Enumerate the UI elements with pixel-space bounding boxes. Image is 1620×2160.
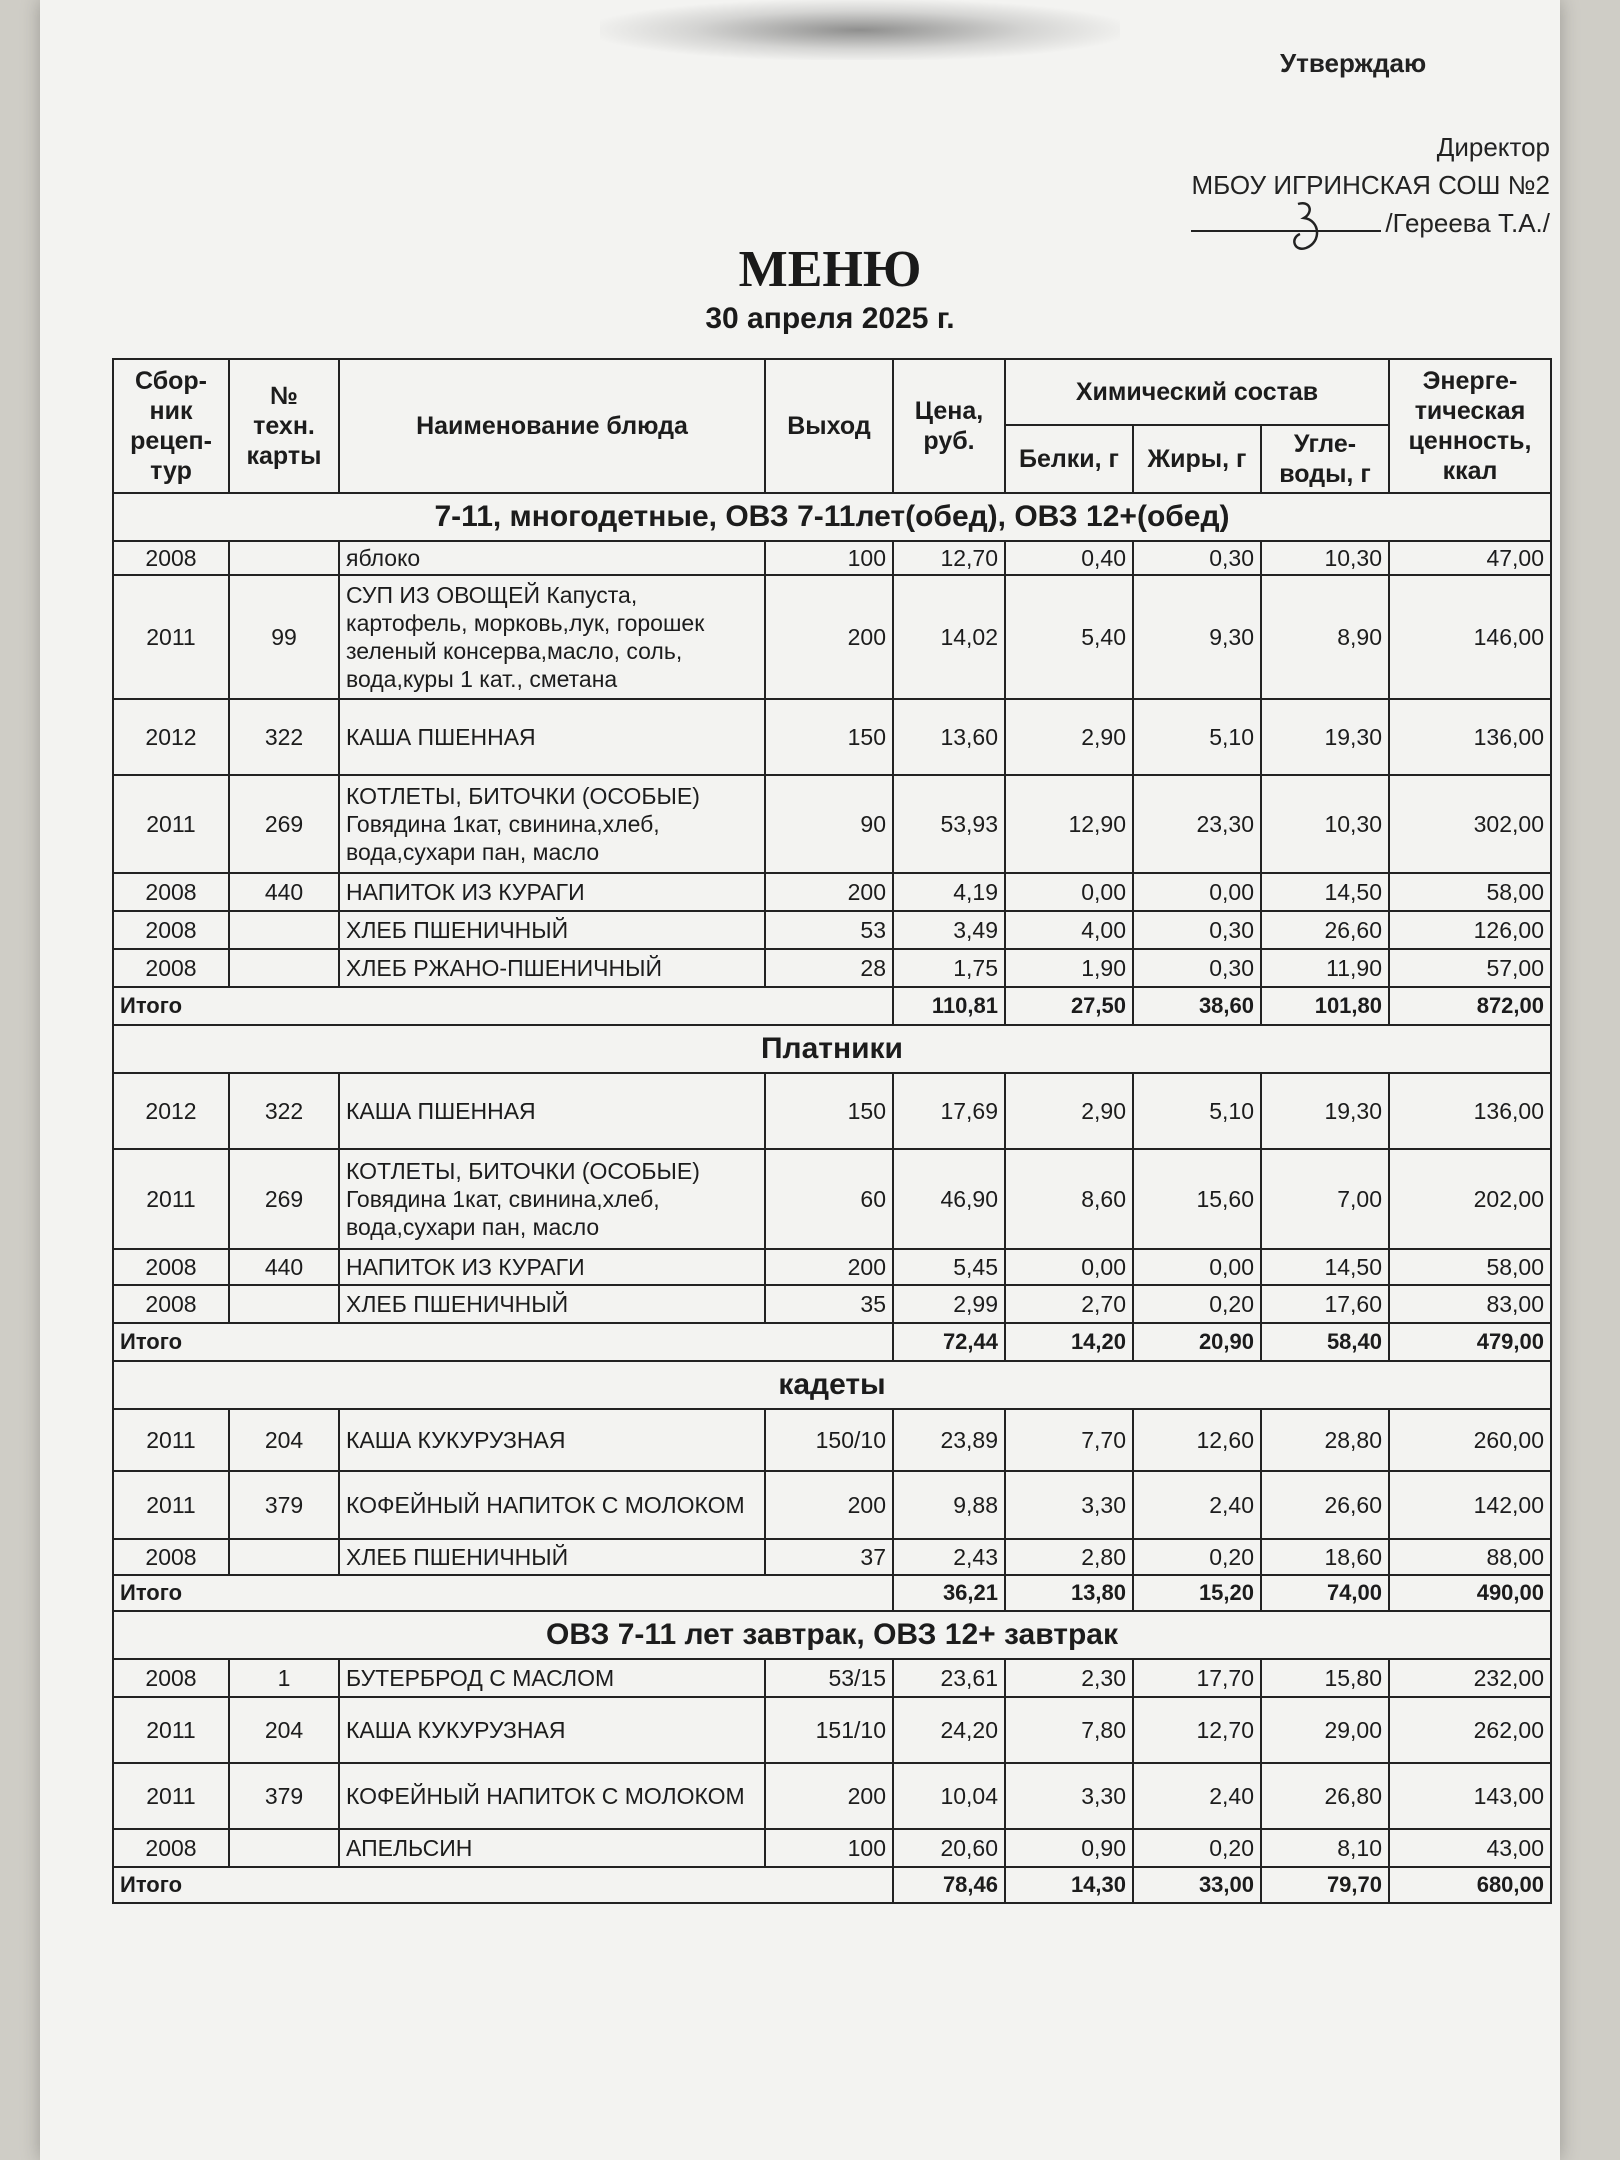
energy-cell: 57,00 <box>1389 949 1551 987</box>
table-row <box>113 873 1551 911</box>
price-cell: 14,02 <box>893 575 1005 699</box>
col-card: № техн. карты <box>229 359 339 493</box>
energy-cell: 202,00 <box>1389 1149 1551 1249</box>
dish-name-cell: ХЛЕБ ПШЕНИЧНЫЙ <box>339 911 765 949</box>
card-cell <box>229 541 339 575</box>
protein-cell: 2,80 <box>1005 1539 1133 1575</box>
carbs-total: 58,40 <box>1261 1323 1389 1361</box>
col-yield: Выход <box>765 359 893 493</box>
fat-cell: 2,40 <box>1133 1471 1261 1539</box>
section-title: 7-11, многодетные, ОВЗ 7-11лет(обед), ОВЗ 12+(обед) <box>113 493 1551 541</box>
menu-table <box>112 358 1552 1904</box>
col-price: Цена, руб. <box>893 359 1005 493</box>
protein-cell: 0,00 <box>1005 1249 1133 1285</box>
energy-cell: 302,00 <box>1389 775 1551 873</box>
price-cell: 5,45 <box>893 1249 1005 1285</box>
price-cell: 13,60 <box>893 699 1005 775</box>
energy-cell: 47,00 <box>1389 541 1551 575</box>
carbs-cell: 10,30 <box>1261 775 1389 873</box>
carbs-cell: 28,80 <box>1261 1409 1389 1471</box>
energy-total: 490,00 <box>1389 1575 1551 1611</box>
dish-name-cell: БУТЕРБРОД С МАСЛОМ <box>339 1659 765 1697</box>
collection-cell: 2011 <box>113 1697 229 1763</box>
protein-total: 14,20 <box>1005 1323 1133 1361</box>
section-row <box>113 1025 1551 1073</box>
price-cell: 12,70 <box>893 541 1005 575</box>
card-cell: 99 <box>229 575 339 699</box>
section-row <box>113 1611 1551 1659</box>
fat-cell: 9,30 <box>1133 575 1261 699</box>
card-cell: 204 <box>229 1697 339 1763</box>
fat-cell: 0,30 <box>1133 949 1261 987</box>
card-cell <box>229 949 339 987</box>
carbs-cell: 15,80 <box>1261 1659 1389 1697</box>
dish-name-cell: КОФЕЙНЫЙ НАПИТОК С МОЛОКОМ <box>339 1763 765 1829</box>
carbs-cell: 26,80 <box>1261 1763 1389 1829</box>
card-cell: 440 <box>229 873 339 911</box>
collection-cell: 2008 <box>113 541 229 575</box>
col-chem: Химический состав <box>1005 359 1389 425</box>
fat-cell: 23,30 <box>1133 775 1261 873</box>
price-cell: 2,99 <box>893 1285 1005 1323</box>
menu-date: 30 апреля 2025 г. <box>705 302 955 335</box>
dish-name-cell: ХЛЕБ РЖАНО-ПШЕНИЧНЫЙ <box>339 949 765 987</box>
energy-cell: 126,00 <box>1389 911 1551 949</box>
director-name: /Гереева Т.А./ <box>1385 208 1550 238</box>
dish-name-cell: КОФЕЙНЫЙ НАПИТОК С МОЛОКОМ <box>339 1471 765 1539</box>
dish-name-cell: КАША КУКУРУЗНАЯ <box>339 1697 765 1763</box>
card-cell <box>229 1539 339 1575</box>
energy-cell: 142,00 <box>1389 1471 1551 1539</box>
yield-cell: 90 <box>765 775 893 873</box>
protein-cell: 12,90 <box>1005 775 1133 873</box>
table-row <box>113 1249 1551 1285</box>
fat-cell: 12,60 <box>1133 1409 1261 1471</box>
price-cell: 1,75 <box>893 949 1005 987</box>
protein-cell: 3,30 <box>1005 1471 1133 1539</box>
table-row <box>113 1149 1551 1249</box>
collection-cell: 2011 <box>113 1409 229 1471</box>
section-title: Платники <box>113 1025 1551 1073</box>
energy-cell: 58,00 <box>1389 1249 1551 1285</box>
collection-cell: 2011 <box>113 1149 229 1249</box>
carbs-cell: 19,30 <box>1261 1073 1389 1149</box>
fat-cell: 15,60 <box>1133 1149 1261 1249</box>
card-cell: 204 <box>229 1409 339 1471</box>
dish-name-cell: ХЛЕБ ПШЕНИЧНЫЙ <box>339 1285 765 1323</box>
protein-total: 14,30 <box>1005 1867 1133 1903</box>
protein-cell: 2,70 <box>1005 1285 1133 1323</box>
protein-cell: 8,60 <box>1005 1149 1133 1249</box>
col-protein: Белки, г <box>1005 425 1133 493</box>
yield-cell: 53 <box>765 911 893 949</box>
table-row <box>113 1539 1551 1575</box>
energy-cell: 232,00 <box>1389 1659 1551 1697</box>
price-cell: 3,49 <box>893 911 1005 949</box>
fat-total: 15,20 <box>1133 1575 1261 1611</box>
protein-cell: 4,00 <box>1005 911 1133 949</box>
col-dish: Наименование блюда <box>339 359 765 493</box>
fat-cell: 12,70 <box>1133 1697 1261 1763</box>
protein-cell: 0,90 <box>1005 1829 1133 1867</box>
price-cell: 17,69 <box>893 1073 1005 1149</box>
total-row <box>113 1867 1551 1903</box>
price-total: 110,81 <box>893 987 1005 1025</box>
collection-cell: 2008 <box>113 1539 229 1575</box>
protein-cell: 5,40 <box>1005 575 1133 699</box>
director-title: Директор <box>1436 132 1550 162</box>
table-row <box>113 1659 1551 1697</box>
toner-smudge <box>600 0 1120 60</box>
yield-cell: 150 <box>765 699 893 775</box>
price-cell: 9,88 <box>893 1471 1005 1539</box>
fat-cell: 0,00 <box>1133 873 1261 911</box>
table-row <box>113 1409 1551 1471</box>
carbs-total: 74,00 <box>1261 1575 1389 1611</box>
protein-cell: 2,90 <box>1005 699 1133 775</box>
total-row <box>113 1323 1551 1361</box>
card-cell <box>229 911 339 949</box>
carbs-cell: 19,30 <box>1261 699 1389 775</box>
card-cell: 269 <box>229 775 339 873</box>
price-total: 78,46 <box>893 1867 1005 1903</box>
carbs-cell: 26,60 <box>1261 1471 1389 1539</box>
signature-row <box>1191 204 1550 242</box>
card-cell: 379 <box>229 1471 339 1539</box>
collection-cell: 2008 <box>113 1249 229 1285</box>
total-row <box>113 1575 1551 1611</box>
price-cell: 10,04 <box>893 1763 1005 1829</box>
yield-cell: 200 <box>765 1249 893 1285</box>
energy-cell: 58,00 <box>1389 873 1551 911</box>
carbs-cell: 14,50 <box>1261 1249 1389 1285</box>
energy-cell: 83,00 <box>1389 1285 1551 1323</box>
protein-cell: 2,30 <box>1005 1659 1133 1697</box>
table-row <box>113 699 1551 775</box>
carbs-cell: 8,10 <box>1261 1829 1389 1867</box>
table-row <box>113 775 1551 873</box>
table-row <box>113 1073 1551 1149</box>
total-label: Итого <box>113 1323 893 1361</box>
energy-cell: 143,00 <box>1389 1763 1551 1829</box>
total-label: Итого <box>113 987 893 1025</box>
approve-label: Утверждаю <box>1280 48 1427 78</box>
protein-total: 13,80 <box>1005 1575 1133 1611</box>
protein-cell: 0,40 <box>1005 541 1133 575</box>
dish-name-cell: КАША ПШЕННАЯ <box>339 699 765 775</box>
price-cell: 53,93 <box>893 775 1005 873</box>
card-cell: 1 <box>229 1659 339 1697</box>
energy-cell: 136,00 <box>1389 699 1551 775</box>
yield-cell: 100 <box>765 541 893 575</box>
protein-cell: 7,70 <box>1005 1409 1133 1471</box>
table-row <box>113 1285 1551 1323</box>
section-title: кадеты <box>113 1361 1551 1409</box>
price-cell: 46,90 <box>893 1149 1005 1249</box>
energy-total: 479,00 <box>1389 1323 1551 1361</box>
fat-cell: 0,20 <box>1133 1539 1261 1575</box>
price-cell: 20,60 <box>893 1829 1005 1867</box>
table-row <box>113 1829 1551 1867</box>
fat-cell: 0,20 <box>1133 1829 1261 1867</box>
section-row <box>113 1361 1551 1409</box>
yield-cell: 37 <box>765 1539 893 1575</box>
fat-cell: 0,20 <box>1133 1285 1261 1323</box>
price-total: 36,21 <box>893 1575 1005 1611</box>
yield-cell: 200 <box>765 873 893 911</box>
fat-cell: 17,70 <box>1133 1659 1261 1697</box>
collection-cell: 2008 <box>113 911 229 949</box>
section-title: ОВЗ 7-11 лет завтрак, ОВЗ 12+ завтрак <box>113 1611 1551 1659</box>
card-cell <box>229 1285 339 1323</box>
protein-total: 27,50 <box>1005 987 1133 1025</box>
col-fat: Жиры, г <box>1133 425 1261 493</box>
protein-cell: 3,30 <box>1005 1763 1133 1829</box>
yield-cell: 60 <box>765 1149 893 1249</box>
col-energy: Энерге-тическая ценность, ккал <box>1389 359 1551 493</box>
energy-cell: 262,00 <box>1389 1697 1551 1763</box>
fat-cell: 5,10 <box>1133 699 1261 775</box>
energy-cell: 43,00 <box>1389 1829 1551 1867</box>
protein-cell: 0,00 <box>1005 873 1133 911</box>
price-cell: 4,19 <box>893 873 1005 911</box>
section-row <box>113 493 1551 541</box>
header-row <box>113 359 1551 425</box>
carbs-total: 79,70 <box>1261 1867 1389 1903</box>
fat-cell: 0,30 <box>1133 541 1261 575</box>
protein-cell: 1,90 <box>1005 949 1133 987</box>
fat-cell: 5,10 <box>1133 1073 1261 1149</box>
carbs-cell: 29,00 <box>1261 1697 1389 1763</box>
fat-cell: 0,30 <box>1133 911 1261 949</box>
carbs-cell: 18,60 <box>1261 1539 1389 1575</box>
dish-name-cell: СУП ИЗ ОВОЩЕЙ Капуста, картофель, морковь,лук, горошек зеленый консерва,масло, соль, вода,куры 1 кат., сметана <box>339 575 765 699</box>
price-cell: 2,43 <box>893 1539 1005 1575</box>
card-cell: 269 <box>229 1149 339 1249</box>
dish-name-cell: КАША КУКУРУЗНАЯ <box>339 1409 765 1471</box>
card-cell: 440 <box>229 1249 339 1285</box>
fat-cell: 2,40 <box>1133 1763 1261 1829</box>
energy-cell: 260,00 <box>1389 1409 1551 1471</box>
carbs-cell: 26,60 <box>1261 911 1389 949</box>
price-cell: 23,61 <box>893 1659 1005 1697</box>
collection-cell: 2008 <box>113 1829 229 1867</box>
card-cell <box>229 1829 339 1867</box>
price-cell: 24,20 <box>893 1697 1005 1763</box>
price-total: 72,44 <box>893 1323 1005 1361</box>
table-row <box>113 1763 1551 1829</box>
yield-cell: 200 <box>765 575 893 699</box>
director-block <box>1191 128 1550 242</box>
dish-name-cell: КОТЛЕТЫ, БИТОЧКИ (ОСОБЫЕ) Говядина 1кат, свинина,хлеб, вода,сухари пан, масло <box>339 1149 765 1249</box>
energy-total: 680,00 <box>1389 1867 1551 1903</box>
dish-name-cell: КОТЛЕТЫ, БИТОЧКИ (ОСОБЫЕ) Говядина 1кат, свинина,хлеб, вода,сухари пан, масло <box>339 775 765 873</box>
protein-cell: 2,90 <box>1005 1073 1133 1149</box>
collection-cell: 2008 <box>113 1659 229 1697</box>
total-label: Итого <box>113 1575 893 1611</box>
col-carbs: Угле-воды, г <box>1261 425 1389 493</box>
collection-cell: 2011 <box>113 575 229 699</box>
collection-cell: 2008 <box>113 949 229 987</box>
price-cell: 23,89 <box>893 1409 1005 1471</box>
dish-name-cell: КАША ПШЕННАЯ <box>339 1073 765 1149</box>
table-row <box>113 911 1551 949</box>
collection-cell: 2008 <box>113 1285 229 1323</box>
carbs-total: 101,80 <box>1261 987 1389 1025</box>
card-cell: 322 <box>229 699 339 775</box>
fat-total: 33,00 <box>1133 1867 1261 1903</box>
col-collection: Сбор-ник рецеп-тур <box>113 359 229 493</box>
collection-cell: 2011 <box>113 1471 229 1539</box>
energy-total: 872,00 <box>1389 987 1551 1025</box>
yield-cell: 35 <box>765 1285 893 1323</box>
carbs-cell: 7,00 <box>1261 1149 1389 1249</box>
collection-cell: 2012 <box>113 1073 229 1149</box>
yield-cell: 150/10 <box>765 1409 893 1471</box>
yield-cell: 200 <box>765 1471 893 1539</box>
card-cell: 322 <box>229 1073 339 1149</box>
dish-name-cell: НАПИТОК ИЗ КУРАГИ <box>339 1249 765 1285</box>
collection-cell: 2011 <box>113 1763 229 1829</box>
school-name: МБОУ ИГРИНСКАЯ СОШ №2 <box>1191 170 1550 200</box>
yield-cell: 53/15 <box>765 1659 893 1697</box>
dish-name-cell: НАПИТОК ИЗ КУРАГИ <box>339 873 765 911</box>
table-row <box>113 949 1551 987</box>
dish-name-cell: ХЛЕБ ПШЕНИЧНЫЙ <box>339 1539 765 1575</box>
fat-total: 20,90 <box>1133 1323 1261 1361</box>
table-row <box>113 1471 1551 1539</box>
yield-cell: 150 <box>765 1073 893 1149</box>
energy-cell: 146,00 <box>1389 575 1551 699</box>
protein-cell: 7,80 <box>1005 1697 1133 1763</box>
energy-cell: 136,00 <box>1389 1073 1551 1149</box>
collection-cell: 2012 <box>113 699 229 775</box>
total-label: Итого <box>113 1867 893 1903</box>
dish-name-cell: АПЕЛЬСИН <box>339 1829 765 1867</box>
card-cell: 379 <box>229 1763 339 1829</box>
collection-cell: 2008 <box>113 873 229 911</box>
carbs-cell: 17,60 <box>1261 1285 1389 1323</box>
carbs-cell: 14,50 <box>1261 873 1389 911</box>
carbs-cell: 8,90 <box>1261 575 1389 699</box>
fat-total: 38,60 <box>1133 987 1261 1025</box>
yield-cell: 200 <box>765 1763 893 1829</box>
yield-cell: 100 <box>765 1829 893 1867</box>
dish-name-cell: яблоко <box>339 541 765 575</box>
fat-cell: 0,00 <box>1133 1249 1261 1285</box>
table-row <box>113 575 1551 699</box>
yield-cell: 151/10 <box>765 1697 893 1763</box>
table-row <box>113 541 1551 575</box>
table-row <box>113 1697 1551 1763</box>
yield-cell: 28 <box>765 949 893 987</box>
energy-cell: 88,00 <box>1389 1539 1551 1575</box>
carbs-cell: 11,90 <box>1261 949 1389 987</box>
total-row <box>113 987 1551 1025</box>
carbs-cell: 10,30 <box>1261 541 1389 575</box>
page-title: МЕНЮ <box>738 241 922 298</box>
collection-cell: 2011 <box>113 775 229 873</box>
